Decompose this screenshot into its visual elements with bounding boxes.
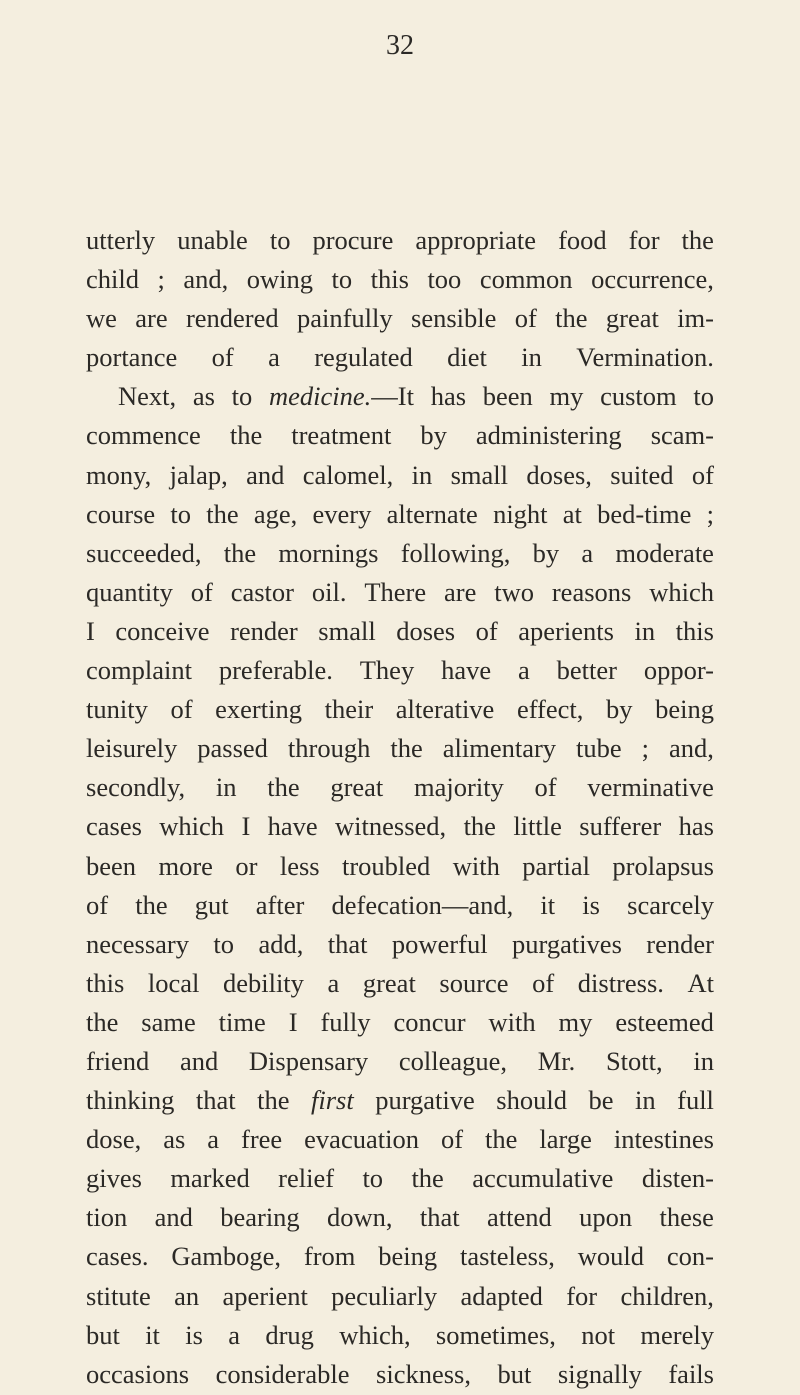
word: of	[170, 694, 193, 725]
word: great	[330, 772, 384, 803]
word: Next,	[118, 381, 177, 412]
word: this	[86, 967, 125, 998]
word: Mr.	[537, 1045, 576, 1076]
text-line	[86, 573, 714, 612]
word: is	[185, 1319, 203, 1350]
word: owing	[246, 264, 314, 295]
word: more	[158, 850, 213, 881]
word: have	[267, 811, 318, 842]
word: suited	[610, 459, 674, 490]
word: stitute	[86, 1280, 151, 1311]
word: quantity	[86, 576, 173, 607]
word: as	[192, 381, 215, 412]
word: by	[606, 694, 633, 725]
word: a	[517, 655, 530, 686]
word: common	[479, 264, 573, 295]
word: being	[378, 1241, 438, 1272]
word: the	[267, 772, 300, 803]
text-line	[86, 1198, 714, 1237]
word: appropriate	[415, 225, 537, 255]
word: colleague,	[398, 1045, 507, 1076]
word: secondly,	[86, 772, 186, 803]
word: source	[439, 967, 509, 998]
text-line	[86, 260, 714, 299]
word: tion	[86, 1202, 128, 1233]
word: would	[577, 1241, 644, 1272]
word: but	[497, 1358, 532, 1389]
word: the	[206, 498, 239, 529]
word: bearing	[220, 1202, 300, 1233]
text-line	[86, 456, 714, 495]
word: cases.	[86, 1241, 149, 1272]
text-line	[86, 612, 714, 651]
word: At	[687, 967, 714, 998]
word: the	[86, 1006, 119, 1037]
word: attend	[487, 1202, 552, 1233]
word: not	[581, 1319, 616, 1350]
word: Stott,	[605, 1045, 663, 1076]
word: passed	[197, 733, 268, 764]
word: ;	[641, 733, 650, 764]
word: disten-	[641, 1163, 714, 1194]
word: complaint	[86, 655, 192, 686]
word: alternate	[386, 498, 478, 529]
word: concur	[393, 1006, 466, 1037]
word: great	[362, 967, 416, 998]
word: an	[174, 1280, 200, 1311]
word: debility	[222, 967, 304, 998]
word: it	[540, 889, 556, 920]
word: purgatives	[511, 928, 622, 959]
word: bed-time	[597, 498, 692, 529]
word: custom	[600, 381, 677, 412]
word: defecation—and,	[331, 889, 514, 920]
word: friend	[86, 1045, 150, 1076]
word: and,	[183, 264, 229, 295]
text-line	[86, 1120, 714, 1159]
word: to	[331, 264, 353, 295]
word: aperient	[222, 1280, 308, 1311]
text-line	[86, 1042, 714, 1081]
word: their	[324, 694, 374, 725]
text-line	[86, 338, 714, 377]
word: course	[86, 498, 156, 529]
word: that	[419, 1202, 460, 1233]
word: of	[440, 1124, 464, 1155]
word: at	[562, 498, 582, 529]
word: witnessed,	[335, 811, 447, 842]
word: being	[655, 694, 714, 725]
word: accumulative	[472, 1163, 614, 1194]
word: or	[235, 850, 258, 881]
word: a	[581, 537, 594, 568]
word: reasons	[551, 576, 632, 607]
word: this	[370, 264, 409, 295]
word: succeeded,	[86, 537, 202, 568]
word: large	[539, 1124, 592, 1155]
text-line	[86, 729, 714, 768]
word: two	[494, 576, 534, 607]
word: render	[230, 615, 298, 646]
word: occasions	[86, 1358, 190, 1389]
word: free	[241, 1124, 283, 1155]
text-line	[86, 651, 714, 690]
word: powerful	[391, 928, 488, 959]
word: have	[441, 655, 492, 686]
text-line	[86, 534, 714, 573]
word: of	[534, 772, 557, 803]
text-line	[86, 1237, 714, 1276]
word: sufferer	[579, 811, 662, 842]
word: that	[327, 928, 368, 959]
word: oppor-	[643, 655, 714, 686]
word: sometimes,	[435, 1319, 556, 1350]
word: better	[556, 655, 617, 686]
text-line	[86, 1081, 714, 1120]
word: im-	[677, 303, 714, 334]
word: a	[327, 967, 340, 998]
word: little	[513, 811, 562, 842]
word: should	[496, 1085, 567, 1116]
word: Dispensary	[248, 1045, 369, 1076]
word: which	[159, 811, 225, 842]
word: aperients	[518, 615, 614, 646]
word: food	[558, 225, 607, 255]
word: small	[450, 459, 509, 490]
word: peculiarly	[331, 1280, 438, 1311]
word: with	[488, 1006, 536, 1037]
word: alimentary	[442, 733, 557, 764]
word: a	[268, 342, 280, 373]
word: Vermination.	[576, 342, 714, 373]
word: occurrence,	[591, 264, 714, 295]
word: and	[246, 459, 285, 490]
word: following,	[400, 537, 511, 568]
word: my	[558, 1006, 593, 1037]
word: of	[532, 967, 555, 998]
text-line	[86, 1003, 714, 1042]
word: local	[147, 967, 200, 998]
word: tasteless,	[459, 1241, 555, 1272]
word: tube	[576, 733, 622, 764]
word: preferable.	[218, 655, 333, 686]
text-line	[86, 1277, 714, 1316]
word: in	[693, 1045, 714, 1076]
word: the	[463, 811, 496, 842]
word: down,	[327, 1202, 393, 1233]
word: first	[310, 1085, 354, 1116]
word: majority	[414, 772, 504, 803]
word: and,	[669, 733, 714, 764]
word: utterly	[86, 225, 156, 255]
word: marked	[170, 1163, 250, 1194]
word: partial	[522, 850, 590, 881]
word: a	[207, 1124, 220, 1155]
word: time	[218, 1006, 266, 1037]
word: They	[359, 655, 415, 686]
word: fully	[320, 1006, 371, 1037]
word: doses	[396, 615, 456, 646]
word: rendered	[185, 303, 279, 334]
word: that	[195, 1085, 236, 1116]
word: every	[312, 498, 372, 529]
word: troubled	[342, 850, 431, 881]
word: render	[646, 928, 714, 959]
word: adapted	[460, 1280, 543, 1311]
word: scarcely	[627, 889, 714, 920]
word: has	[678, 811, 714, 842]
word: oil.	[311, 576, 347, 607]
word: the	[257, 1085, 290, 1116]
word: considerable	[215, 1358, 350, 1389]
word: gut	[194, 889, 229, 920]
word: to	[213, 928, 235, 959]
word: of	[514, 303, 537, 334]
word: the	[223, 537, 257, 568]
word: relief	[278, 1163, 335, 1194]
word: with	[452, 850, 500, 881]
text-line	[86, 807, 714, 846]
word: I	[86, 615, 95, 646]
word: add,	[258, 928, 304, 959]
word: alterative	[395, 694, 495, 725]
word: we	[86, 303, 117, 334]
word: the	[135, 889, 168, 920]
text-line	[86, 1355, 714, 1394]
word: age,	[253, 498, 298, 529]
text-line	[86, 1316, 714, 1355]
word: upon	[579, 1202, 633, 1233]
word: ;	[157, 264, 165, 295]
word: to	[362, 1163, 384, 1194]
word: of	[190, 576, 213, 607]
word: the	[411, 1163, 444, 1194]
word: the	[485, 1124, 518, 1155]
word: child	[86, 264, 139, 295]
word: are	[135, 303, 168, 334]
word: Gamboge,	[171, 1241, 282, 1272]
word: fails	[668, 1358, 714, 1389]
word: to	[231, 381, 253, 412]
text-line	[86, 964, 714, 1003]
body-text	[86, 221, 714, 1394]
word: portance	[86, 342, 178, 373]
word: mornings	[278, 537, 379, 568]
word: be	[588, 1085, 614, 1116]
word: same	[141, 1006, 196, 1037]
word: effect,	[516, 694, 584, 725]
word: which	[649, 576, 714, 607]
word: treatment	[291, 420, 392, 451]
word: in	[411, 459, 433, 490]
word: prolapsus	[612, 850, 714, 881]
word: calomel,	[302, 459, 394, 490]
word: by	[532, 537, 560, 568]
word: mony,	[86, 459, 152, 490]
word: which,	[339, 1319, 411, 1350]
word: drug	[265, 1319, 314, 1350]
word: as	[163, 1124, 186, 1155]
word: There	[364, 576, 427, 607]
text-line	[86, 886, 714, 925]
word: cases	[86, 811, 142, 842]
word: after	[255, 889, 305, 920]
word: medicine.—It	[269, 381, 414, 412]
word: administering	[475, 420, 622, 451]
word: too	[427, 264, 462, 295]
word: in	[521, 342, 542, 373]
word: to	[170, 498, 192, 529]
word: procure	[312, 225, 394, 255]
word: verminative	[587, 772, 714, 803]
word: I	[288, 1006, 298, 1037]
word: for	[628, 225, 660, 255]
word: my	[549, 381, 584, 412]
word: and	[154, 1202, 193, 1233]
word: for	[566, 1280, 598, 1311]
word: great	[605, 303, 659, 334]
word: distress.	[577, 967, 664, 998]
word: gives	[86, 1163, 142, 1194]
text-line	[86, 690, 714, 729]
page-number: 32	[386, 30, 414, 61]
word: the	[555, 303, 588, 334]
word: diet	[447, 342, 487, 373]
word: of	[211, 342, 234, 373]
word: merely	[640, 1319, 714, 1350]
word: the	[229, 420, 263, 451]
word: and	[179, 1045, 219, 1076]
word: exerting	[215, 694, 302, 725]
word: ;	[706, 498, 714, 529]
word: are	[444, 576, 477, 607]
word: con-	[666, 1241, 714, 1272]
word: tunity	[86, 694, 148, 725]
word: full	[677, 1085, 714, 1116]
text-line	[86, 768, 714, 807]
text-line	[86, 221, 714, 260]
word: children,	[620, 1280, 714, 1311]
text-line	[86, 1159, 714, 1198]
word: signally	[557, 1358, 642, 1389]
word: dose,	[86, 1124, 142, 1155]
word: leisurely	[86, 733, 178, 764]
word: painfully	[296, 303, 393, 334]
word: unable	[177, 225, 248, 255]
text-line	[86, 925, 714, 964]
word: been	[86, 850, 137, 881]
word: small	[318, 615, 376, 646]
word: been	[482, 381, 533, 412]
word: the	[390, 733, 423, 764]
text-line	[86, 847, 714, 886]
word: purgative	[375, 1085, 475, 1116]
word: sensible	[411, 303, 497, 334]
text-line	[86, 416, 714, 455]
word: less	[279, 850, 320, 881]
word: commence	[86, 420, 201, 451]
word: a	[228, 1319, 240, 1350]
word: moderate	[615, 537, 714, 568]
word: this	[675, 615, 714, 646]
word: I	[241, 811, 251, 842]
word: it	[145, 1319, 160, 1350]
word: these	[659, 1202, 714, 1233]
word: castor	[230, 576, 294, 607]
word: to	[269, 225, 291, 255]
word: to	[693, 381, 714, 412]
word: jalap,	[169, 459, 228, 490]
text-line	[86, 299, 714, 338]
word: the	[681, 225, 714, 255]
word: intestines	[613, 1124, 714, 1155]
word: evacuation	[304, 1124, 419, 1155]
word: doses,	[526, 459, 592, 490]
text-line	[86, 377, 714, 416]
word: in	[634, 615, 656, 646]
word: of	[86, 889, 109, 920]
word: conceive	[115, 615, 210, 646]
word: scam-	[650, 420, 714, 451]
word: through	[287, 733, 371, 764]
word: necessary	[86, 928, 189, 959]
word: is	[582, 889, 600, 920]
word: night	[493, 498, 548, 529]
word: in	[635, 1085, 656, 1116]
word: sickness,	[376, 1358, 471, 1389]
word: has	[430, 381, 467, 412]
text-line	[86, 495, 714, 534]
word: thinking	[86, 1085, 175, 1116]
word: from	[303, 1241, 356, 1272]
word: but	[86, 1319, 120, 1350]
word: regulated	[314, 342, 413, 373]
word: of	[691, 459, 714, 490]
word: of	[475, 615, 498, 646]
word: in	[215, 772, 237, 803]
word: by	[420, 420, 447, 451]
word: esteemed	[615, 1006, 714, 1037]
